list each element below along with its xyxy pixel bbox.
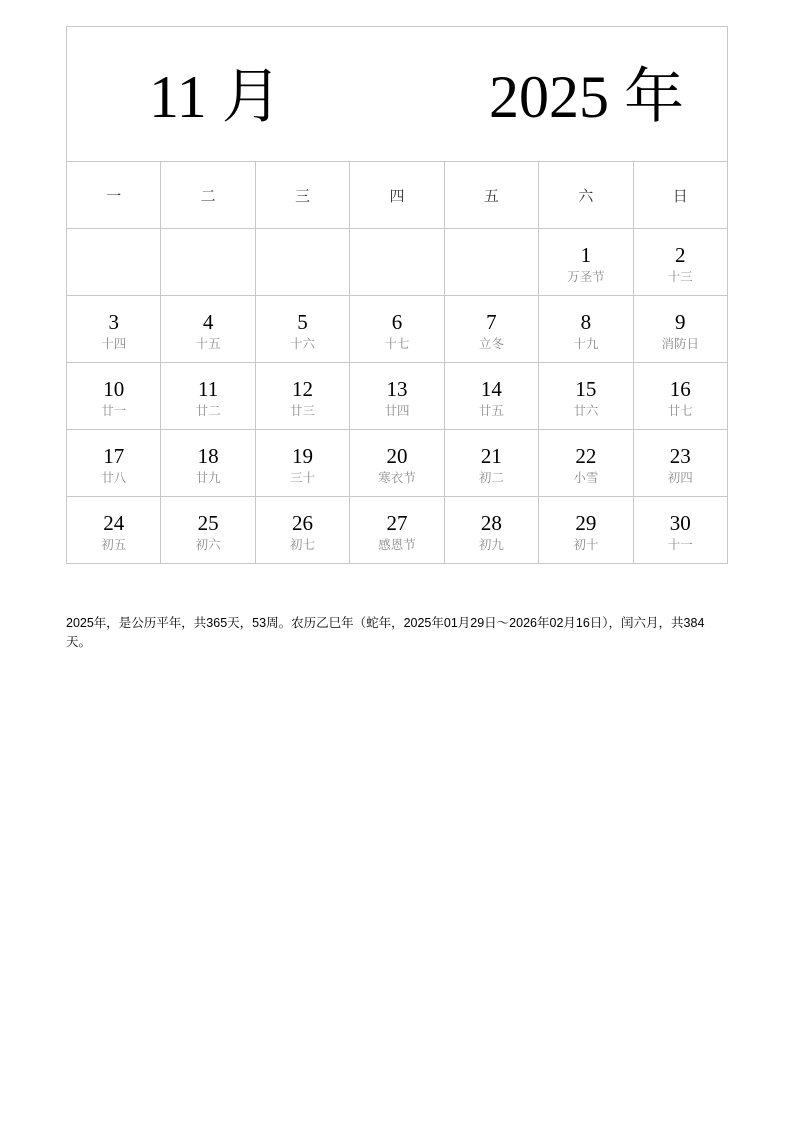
day-cell-content — [445, 229, 538, 295]
day-cell-content — [350, 363, 443, 429]
day-cell — [633, 229, 727, 296]
day-cell-content — [256, 430, 349, 496]
lunar-or-holiday-label: 十五 — [195, 335, 221, 351]
day-number: 24 — [103, 511, 125, 536]
lunar-or-holiday-label: 初四 — [667, 469, 693, 485]
empty-day-cell — [255, 229, 349, 296]
day-cell — [633, 497, 727, 564]
day-cell-content — [539, 497, 632, 563]
lunar-or-holiday-label: 十三 — [667, 268, 693, 284]
lunar-or-holiday-label: 十九 — [573, 335, 599, 351]
day-cell — [67, 363, 161, 430]
lunar-or-holiday-label: 三十 — [290, 469, 316, 485]
calendar-title-cell — [67, 27, 728, 162]
day-number: 22 — [575, 444, 597, 469]
day-cell — [444, 430, 538, 497]
day-cell — [539, 430, 633, 497]
day-cell-content — [256, 229, 349, 295]
week-row — [67, 229, 728, 296]
day-cell — [633, 363, 727, 430]
day-cell — [255, 497, 349, 564]
day-number: 1 — [580, 243, 592, 268]
day-cell — [255, 296, 349, 363]
calendar-title-row — [67, 27, 728, 162]
day-number: 8 — [580, 310, 592, 335]
day-cell-content — [350, 497, 443, 563]
day-number: 25 — [197, 511, 219, 536]
lunar-or-holiday-label: 十七 — [384, 335, 410, 351]
month-label: 11 月 — [149, 64, 282, 130]
day-number: 10 — [103, 377, 125, 402]
lunar-or-holiday-label: 消防日 — [661, 335, 700, 351]
day-number: 13 — [386, 377, 408, 402]
day-cell-content — [445, 430, 538, 496]
empty-day-cell — [161, 229, 255, 296]
lunar-or-holiday-label: 十一 — [667, 536, 693, 552]
lunar-or-holiday-label: 初五 — [101, 536, 127, 552]
weekday-sun: 日 — [633, 162, 727, 229]
calendar-table — [66, 26, 728, 564]
day-cell — [633, 430, 727, 497]
day-cell — [67, 497, 161, 564]
day-cell-content — [634, 229, 727, 295]
weekday-wed: 三 — [255, 162, 349, 229]
lunar-or-holiday-label: 初十 — [573, 536, 599, 552]
day-cell-content — [161, 430, 254, 496]
week-row — [67, 296, 728, 363]
day-cell — [350, 363, 444, 430]
day-cell-content — [539, 363, 632, 429]
lunar-or-holiday-label: 寒衣节 — [378, 469, 416, 485]
weekday-mon: 一 — [67, 162, 161, 229]
day-number: 30 — [669, 511, 691, 536]
lunar-or-holiday-label: 初六 — [195, 536, 221, 552]
day-cell — [255, 363, 349, 430]
year-label: 2025 年 — [489, 64, 684, 130]
day-number: 23 — [669, 444, 691, 469]
day-cell-content — [634, 497, 727, 563]
day-cell-content — [634, 430, 727, 496]
day-cell-content — [256, 363, 349, 429]
day-cell — [161, 296, 255, 363]
day-cell — [444, 497, 538, 564]
day-number: 14 — [480, 377, 502, 402]
day-number: 19 — [292, 444, 314, 469]
lunar-or-holiday-label: 廿二 — [195, 402, 221, 418]
day-cell-content — [445, 296, 538, 362]
day-cell-content — [445, 497, 538, 563]
day-number: 17 — [103, 444, 125, 469]
day-number: 18 — [197, 444, 219, 469]
day-cell-content — [67, 497, 160, 563]
day-cell — [350, 430, 444, 497]
day-cell-content — [67, 296, 160, 362]
day-number: 9 — [675, 310, 686, 335]
day-cell-content — [161, 229, 254, 295]
lunar-or-holiday-label: 立冬 — [478, 335, 504, 351]
day-number: 3 — [108, 310, 119, 335]
lunar-or-holiday-label: 十四 — [101, 335, 127, 351]
weekday-thu: 四 — [350, 162, 444, 229]
day-cell-content — [539, 229, 632, 295]
day-cell-content — [539, 296, 632, 362]
day-cell — [67, 296, 161, 363]
day-cell-content — [67, 229, 160, 295]
day-cell-content — [350, 296, 443, 362]
weeks-body — [67, 229, 728, 564]
day-number: 21 — [480, 444, 502, 469]
lunar-or-holiday-label: 小雪 — [573, 469, 599, 485]
weekday-tue: 二 — [161, 162, 255, 229]
day-number: 2 — [675, 243, 686, 268]
day-cell-content — [67, 430, 160, 496]
lunar-or-holiday-label: 初二 — [478, 469, 504, 485]
weekday-header-row — [67, 162, 728, 229]
day-cell — [539, 363, 633, 430]
day-number: 6 — [391, 310, 403, 335]
day-number: 16 — [669, 377, 691, 402]
day-cell — [444, 296, 538, 363]
day-number: 28 — [480, 511, 502, 536]
lunar-or-holiday-label: 廿八 — [101, 469, 127, 485]
weekday-sat: 六 — [539, 162, 633, 229]
day-cell — [444, 363, 538, 430]
day-cell-content — [161, 363, 254, 429]
day-cell — [539, 229, 633, 296]
day-cell — [161, 363, 255, 430]
lunar-or-holiday-label: 初七 — [290, 536, 316, 552]
empty-day-cell — [350, 229, 444, 296]
day-cell-content — [256, 497, 349, 563]
day-cell-content — [256, 296, 349, 362]
lunar-or-holiday-label: 廿三 — [290, 402, 316, 418]
calendar-title — [67, 27, 727, 161]
day-number: 29 — [575, 511, 597, 536]
weekday-fri: 五 — [444, 162, 538, 229]
day-number: 15 — [575, 377, 597, 402]
day-cell-content — [350, 229, 443, 295]
day-cell-content — [634, 363, 727, 429]
week-row — [67, 430, 728, 497]
lunar-or-holiday-label: 廿七 — [667, 402, 693, 418]
day-cell-content — [445, 363, 538, 429]
lunar-or-holiday-label: 廿五 — [478, 402, 504, 418]
day-number: 5 — [297, 310, 308, 335]
day-cell — [350, 296, 444, 363]
lunar-or-holiday-label: 感恩节 — [378, 536, 416, 552]
day-number: 26 — [292, 511, 314, 536]
lunar-or-holiday-label: 廿九 — [195, 469, 221, 485]
day-cell-content — [634, 296, 727, 362]
day-number: 12 — [292, 377, 314, 402]
lunar-or-holiday-label: 廿六 — [573, 402, 599, 418]
day-number: 4 — [202, 310, 214, 335]
day-cell-content — [350, 430, 443, 496]
day-cell-content — [539, 430, 632, 496]
day-cell — [161, 430, 255, 497]
day-number: 20 — [386, 444, 408, 469]
day-cell — [539, 497, 633, 564]
day-cell-content — [161, 296, 254, 362]
lunar-or-holiday-label: 廿一 — [101, 402, 127, 418]
lunar-or-holiday-label: 万圣节 — [567, 268, 605, 284]
day-cell — [161, 497, 255, 564]
lunar-or-holiday-label: 十六 — [290, 335, 316, 351]
lunar-or-holiday-label: 初九 — [478, 536, 504, 552]
year-summary-note: 2025年，是公历平年，共365天，53周。农历乙巳年（蛇年，2025年01月29日～2026年02月16日），闰六月，共384天。 — [66, 616, 705, 649]
week-row — [67, 363, 728, 430]
lunar-or-holiday-label: 廿四 — [384, 402, 410, 418]
day-cell — [350, 497, 444, 564]
day-cell — [539, 296, 633, 363]
empty-day-cell — [67, 229, 161, 296]
empty-day-cell — [444, 229, 538, 296]
day-cell-content — [67, 363, 160, 429]
day-cell — [633, 296, 727, 363]
day-number: 27 — [386, 511, 408, 536]
day-number: 11 — [198, 377, 219, 402]
day-number: 7 — [486, 310, 497, 335]
day-cell — [255, 430, 349, 497]
day-cell — [67, 430, 161, 497]
day-cell-content — [161, 497, 254, 563]
week-row — [67, 497, 728, 564]
